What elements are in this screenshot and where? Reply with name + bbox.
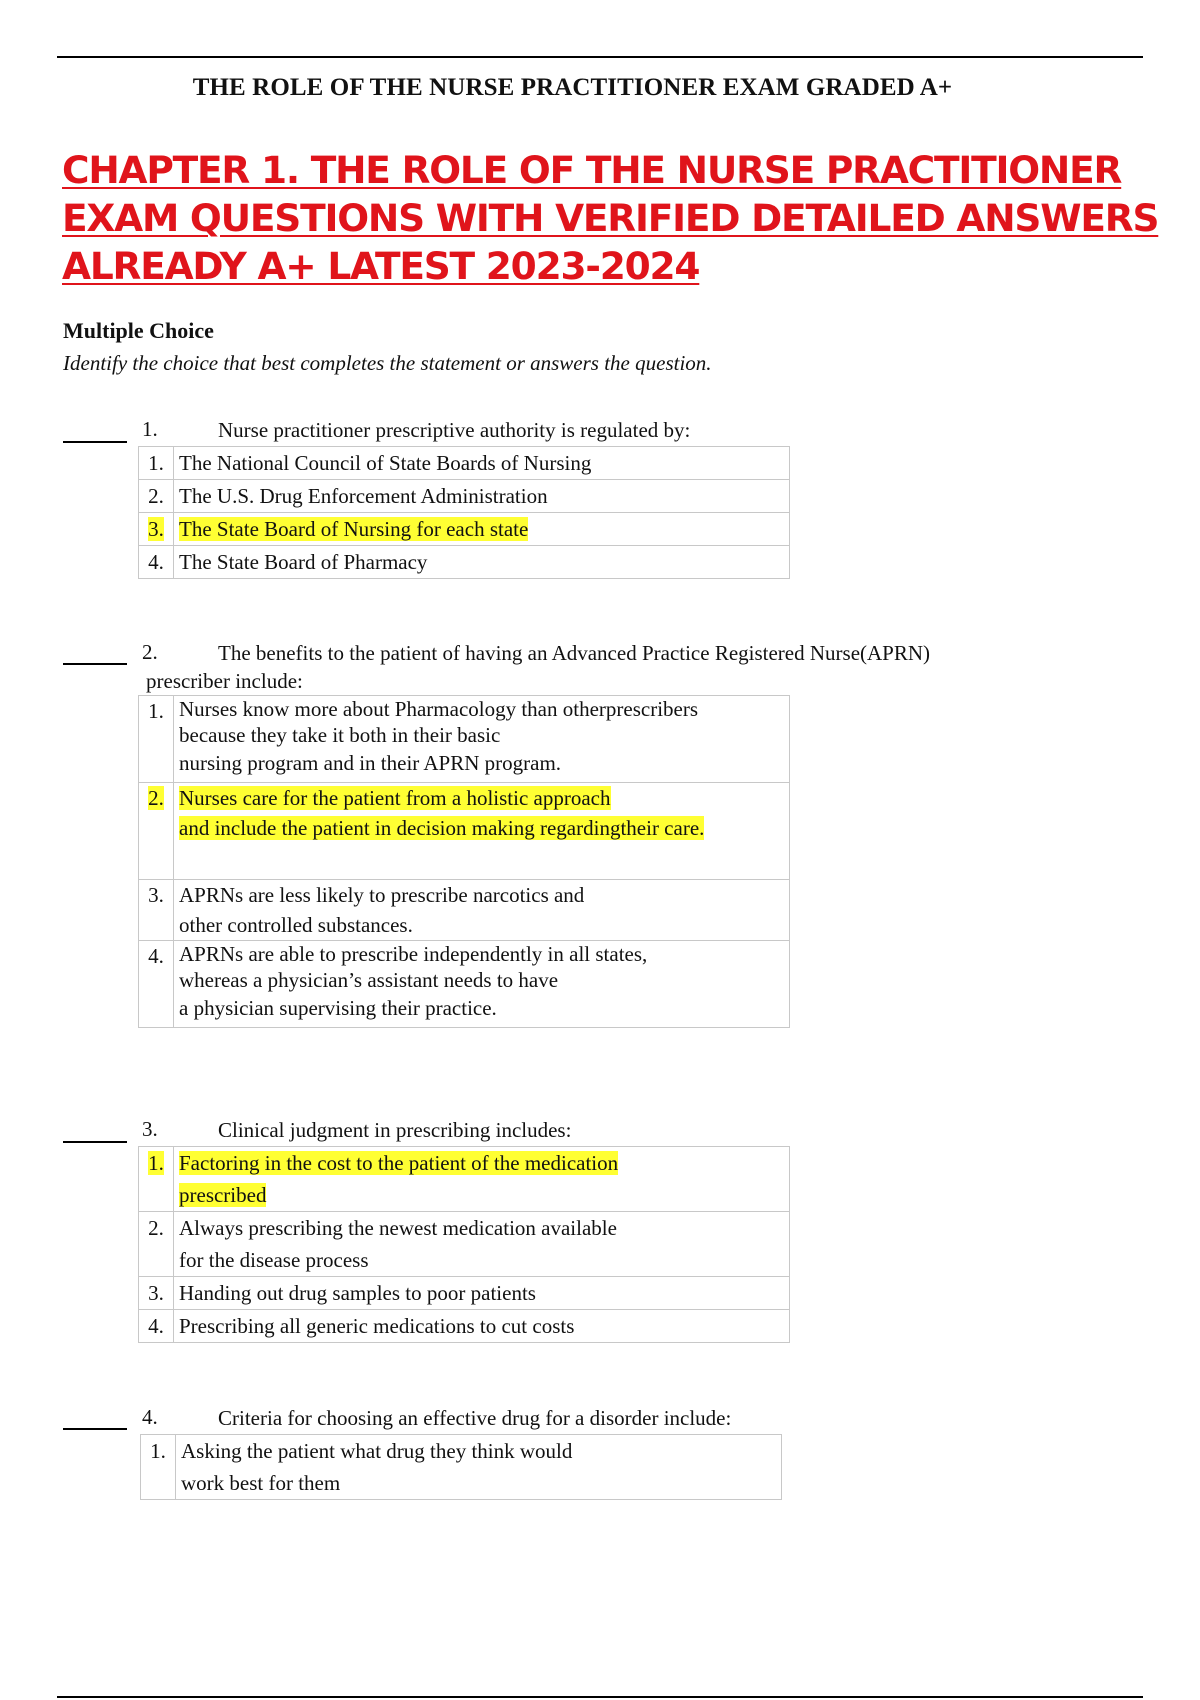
choice-number: 2. [139, 480, 174, 513]
choice-text: The State Board of Pharmacy [174, 546, 790, 579]
choice-row-correct[interactable] [139, 513, 790, 546]
choice-number: 4. [139, 546, 174, 579]
bottom-rule [57, 1696, 1143, 1698]
choice-number: 1. [139, 1147, 174, 1212]
chapter-title [62, 146, 1159, 290]
choice-row[interactable] [139, 941, 790, 1028]
choice-number: 3. [139, 880, 174, 941]
question-text: Nurse practitioner prescriptive authority is regulated by: [218, 418, 691, 442]
choice-row[interactable] [139, 880, 790, 941]
choice-number: 2. [139, 783, 174, 880]
choice-number: 3. [139, 513, 174, 546]
choice-table-q1 [138, 446, 790, 579]
choice-row[interactable] [139, 1212, 790, 1277]
question-number: 3. [142, 1117, 158, 1141]
choice-row[interactable] [141, 1435, 782, 1500]
choice-row[interactable] [139, 480, 790, 513]
choice-text: Asking the patient what drug they think would work best for them [176, 1435, 782, 1500]
choice-row[interactable] [139, 447, 790, 480]
question-text: Clinical judgment in prescribing includes: [218, 1118, 572, 1142]
choice-row-correct[interactable] [139, 783, 790, 880]
choice-number: 1. [141, 1435, 176, 1500]
choice-text-highlighted: The State Board of Nursing for each state [174, 513, 790, 546]
choice-row[interactable] [139, 1277, 790, 1310]
question-number: 4. [142, 1405, 158, 1429]
choice-number: 4. [139, 941, 174, 1028]
document-header: THE ROLE OF THE NURSE PRACTITIONER EXAM GRADED A+ [192, 74, 953, 101]
choice-number: 2. [139, 1212, 174, 1277]
answer-blank[interactable] [63, 1141, 127, 1143]
choice-text-highlighted: Factoring in the cost to the patient of the medication prescribed [174, 1147, 790, 1212]
choice-number: 3. [139, 1277, 174, 1310]
chapter-title-line-2: EXAM QUESTIONS WITH VERIFIED DETAILED ANSWERS [62, 196, 1159, 240]
question-number: 1. [142, 417, 158, 441]
choice-number: 1. [139, 447, 174, 480]
choice-text: Handing out drug samples to poor patients [174, 1277, 790, 1310]
choice-number: 4. [139, 1310, 174, 1343]
choice-table-q3 [138, 1146, 790, 1343]
choice-row[interactable] [139, 696, 790, 783]
choice-table-q2 [138, 695, 790, 1028]
choice-text: Prescribing all generic medications to cut costs [174, 1310, 790, 1343]
choice-row[interactable] [139, 546, 790, 579]
choice-text-highlighted: Nurses care for the patient from a holistic approach and include the patient in decision making regardingtheir care. [174, 783, 790, 880]
instructions: Identify the choice that best completes the statement or answers the question. [63, 351, 712, 375]
question-text: The benefits to the patient of having an Advanced Practice Registered Nurse(APRN) prescriber include: [146, 641, 931, 693]
choice-row[interactable] [139, 1310, 790, 1343]
choice-text: APRNs are less likely to prescribe narcotics and other controlled substances. [174, 880, 790, 941]
choice-text: Nurses know more about Pharmacology than otherprescribers because they take it both in their basic nursing program and in their APRN program. [174, 696, 790, 783]
choice-table-q4 [140, 1434, 782, 1500]
answer-blank[interactable] [63, 441, 127, 443]
choice-row-correct[interactable] [139, 1147, 790, 1212]
section-heading: Multiple Choice [63, 318, 214, 343]
choice-text: Always prescribing the newest medication available for the disease process [174, 1212, 790, 1277]
choice-text: The U.S. Drug Enforcement Administration [174, 480, 790, 513]
answer-blank[interactable] [63, 1428, 127, 1430]
chapter-title-line-3: ALREADY A+ LATEST 2023-2024 [62, 244, 700, 288]
choice-text: The National Council of State Boards of Nursing [174, 447, 790, 480]
question-text: Criteria for choosing an effective drug for a disorder include: [218, 1406, 732, 1430]
chapter-title-line-1: CHAPTER 1. THE ROLE OF THE NURSE PRACTITIONER [62, 148, 1122, 192]
choice-text: APRNs are able to prescribe independently in all states, whereas a physician’s assistant needs to have a physician supervising their practice. [174, 941, 790, 1028]
top-rule [57, 56, 1143, 58]
choice-number: 1. [139, 696, 174, 783]
question-number: 2. [142, 640, 158, 664]
answer-blank[interactable] [63, 663, 127, 665]
